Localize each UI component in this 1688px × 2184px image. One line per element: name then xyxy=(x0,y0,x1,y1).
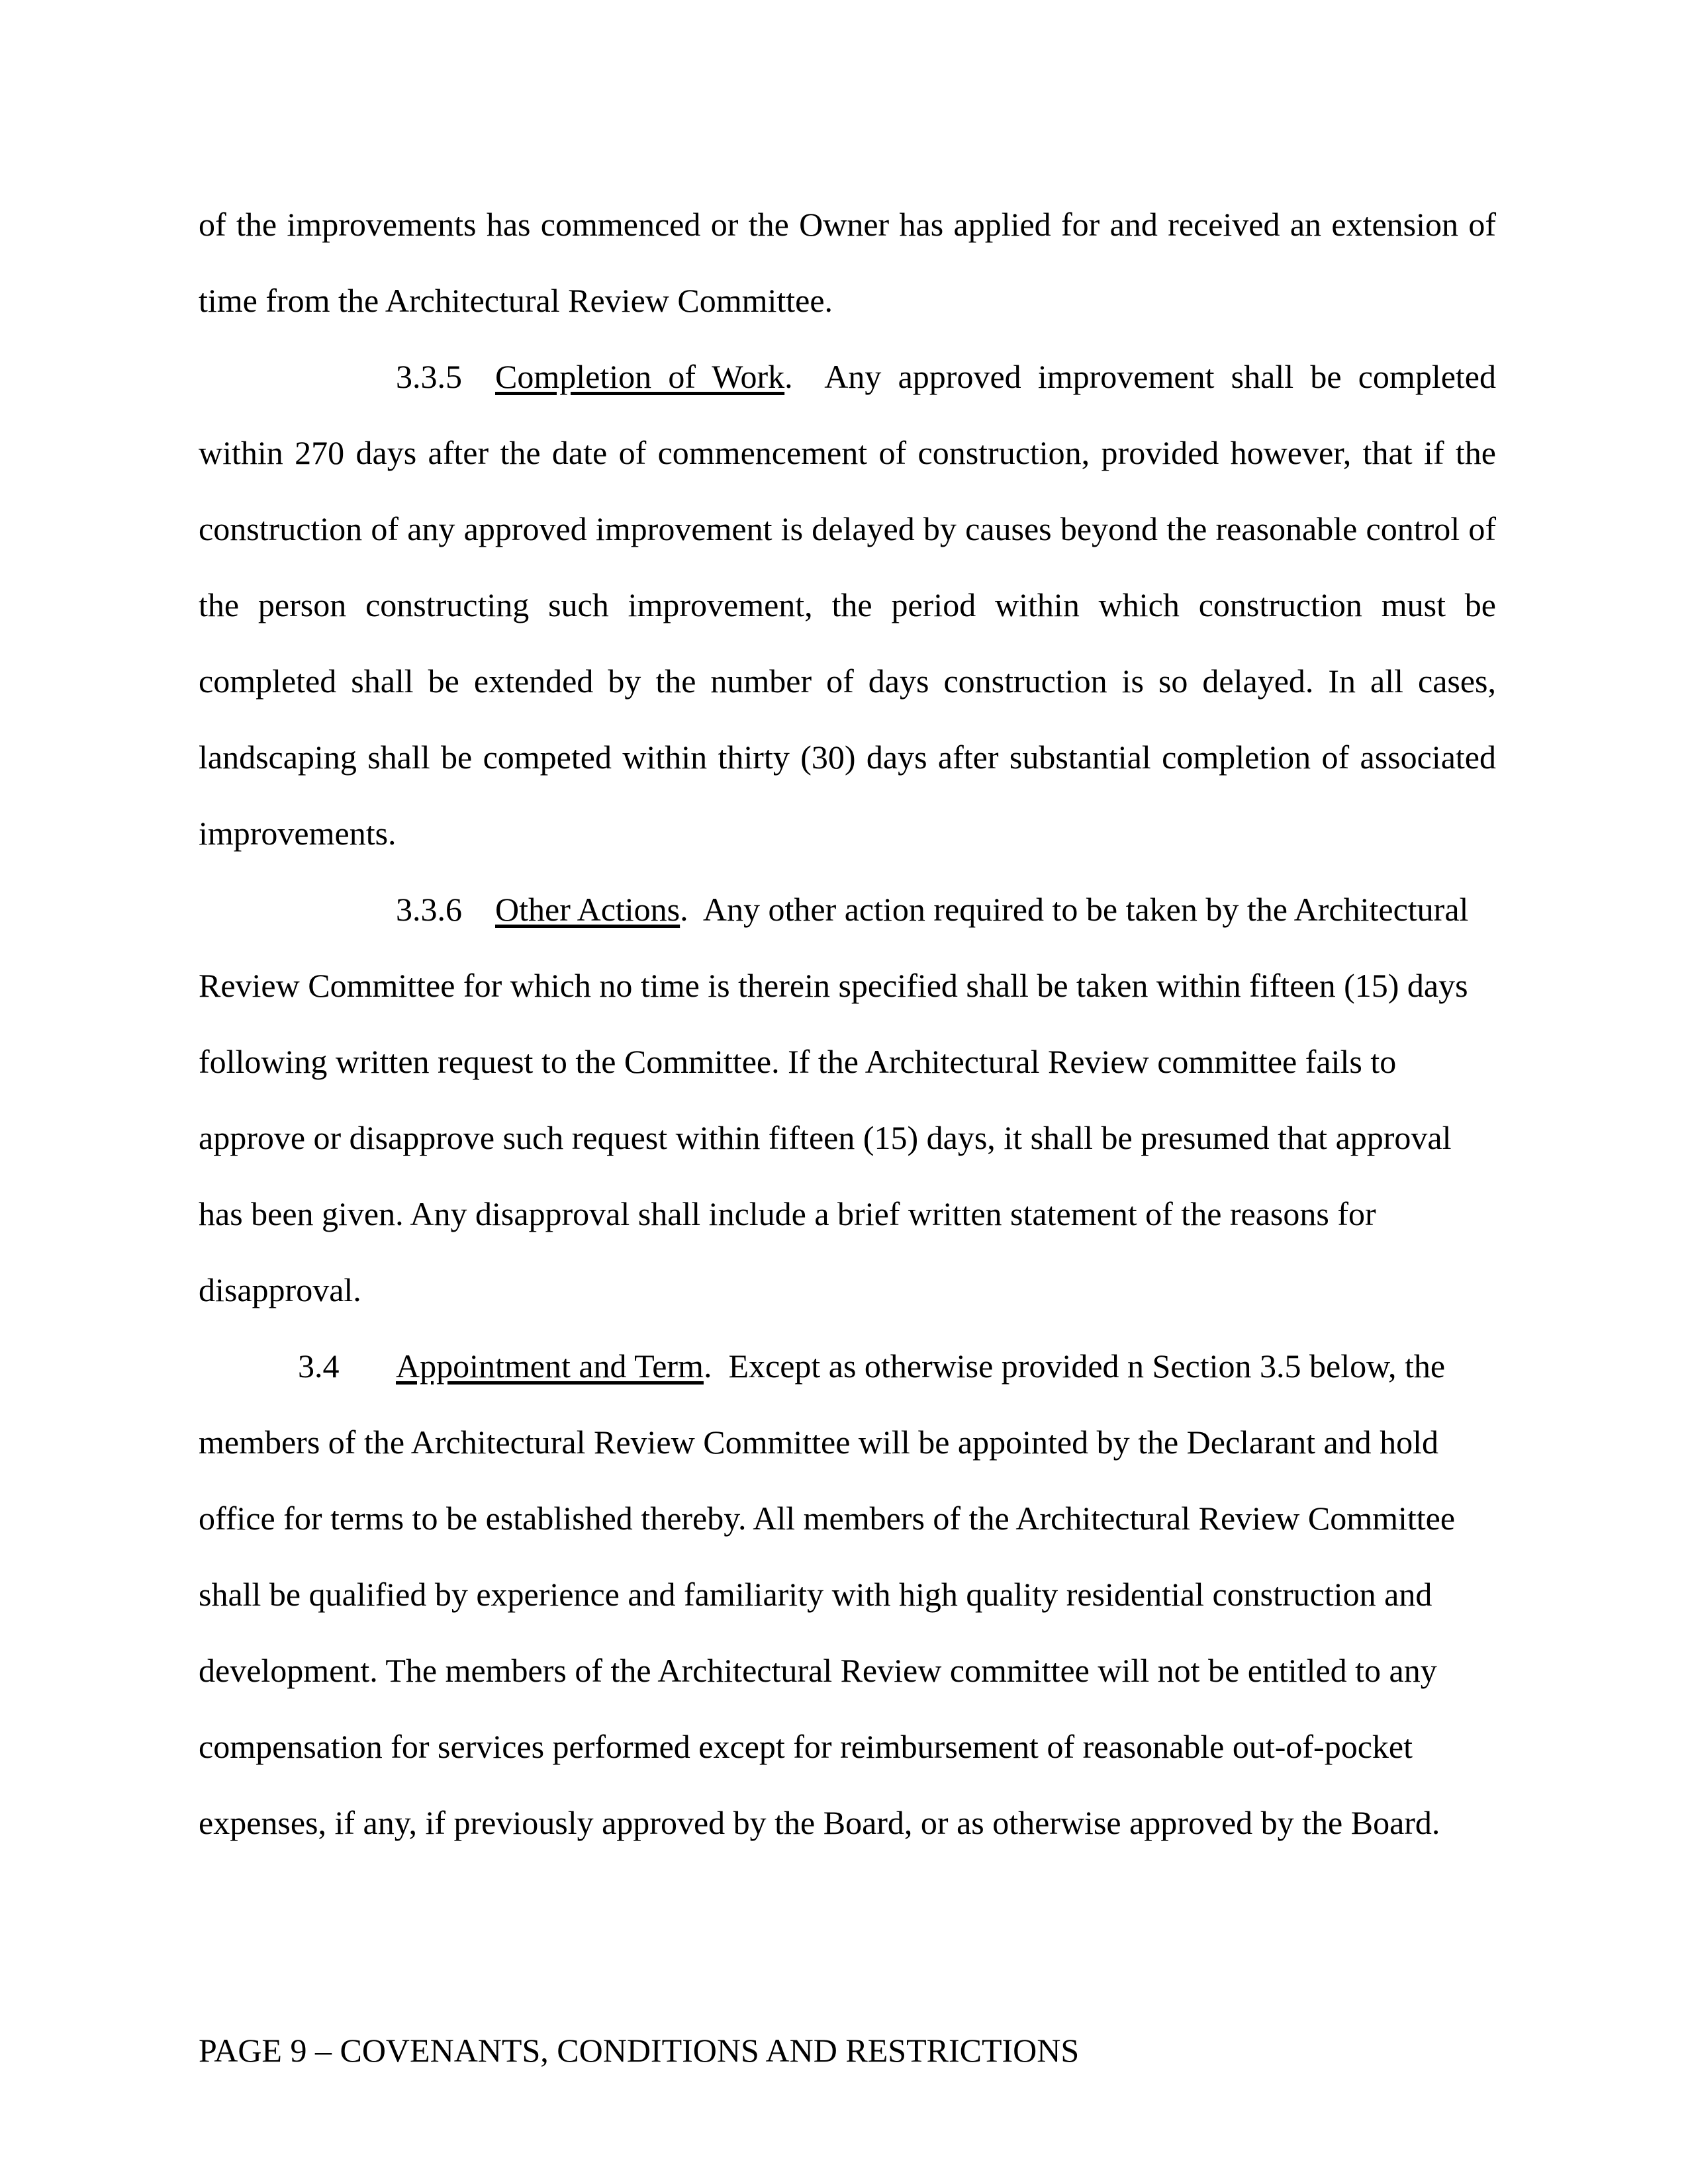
section-number: 3.4 xyxy=(298,1347,340,1385)
section-text: Except as otherwise provided n Section 3.5 below, the members of the Architectural Review Committee will be appointed by the Declarant and hold office for terms to be established thereby. All members of the Architectural Review Committee shall be qualified by experience and familiarity with high quality residential construction and development. The members of the Architectural Review committee will not be entitled to any compensation for services performed except for reimbursement of reasonable out-of-pocket expenses, if any, if previously approved by the Board, or as otherwise approved by the Board. xyxy=(199,1347,1456,1841)
section-3-4: 3.4 Appointment and Term. Except as otherwise provided n Section 3.5 below, the members of the Architectural Review Committee will be appointed by the Declarant and hold office for terms to be established thereby. All members of the Architectural Review Committee shall be qualified by experience and familiarity with high quality residential construction and development. The members of the Architectural Review committee will not be entitled to any compensation for services performed except for reimbursement of reasonable out-of-pocket expenses, if any, if previously approved by the Board, or as otherwise approved by the Board. xyxy=(199,1328,1496,1861)
section-heading: Completion of Work xyxy=(495,358,785,395)
section-number: 3.3.5 xyxy=(396,358,462,395)
section-3-3-6: 3.3.6 Other Actions. Any other action required to be taken by the Architectural Review Committee for which no time is therein specified shall be taken within fifteen (15) days following written request to the Committee. If the Architectural Review committee fails to approve or disapprove such request within fifteen (15) days, it shall be presumed that approval has been given. Any disapproval shall include a brief written statement of the reasons for disapproval. xyxy=(199,872,1496,1328)
continuation-paragraph: of the improvements has commenced or the Owner has applied for and received an extension of time from the Architectural Review Committee. xyxy=(199,206,1496,319)
page-footer: PAGE 9 – COVENANTS, CONDITIONS AND RESTRICTIONS xyxy=(199,2032,1080,2069)
section-text: Any other action required to be taken by the Architectural Review Committee for which no time is therein specified shall be taken within fifteen (15) days following written request to the Committee. If the Architectural Review committee fails to approve or disapprove such request within fifteen (15) days, it shall be presumed that approval has been given. Any disapproval shall include a brief written statement of the reasons for disapproval. xyxy=(199,891,1469,1308)
section-heading: Other Actions xyxy=(495,891,680,928)
section-heading: Appointment and Term xyxy=(396,1347,704,1385)
section-text: Any approved improvement shall be completed within 270 days after the date of commencement of construction, provided however, that if the construction of any approved improvement is delayed by causes beyond the reasonable control of the person constructing such improvement, the period within which construction must be completed shall be extended by the number of days construction is so delayed. In all cases, landscaping shall be competed within thirty (30) days after substantial completion of associated improvements. xyxy=(199,358,1496,852)
section-3-3-5: 3.3.5 Completion of Work. Any approved improvement shall be completed within 270 days after the date of commencement of construction, provided however, that if the construction of any approved improvement is delayed by causes beyond the reasonable control of the person constructing such improvement, the period within which construction must be completed shall be extended by the number of days construction is so delayed. In all cases, landscaping shall be competed within thirty (30) days after substantial completion of associated improvements. xyxy=(199,339,1496,872)
section-number: 3.3.6 xyxy=(396,891,462,928)
document-body xyxy=(199,187,1496,1861)
